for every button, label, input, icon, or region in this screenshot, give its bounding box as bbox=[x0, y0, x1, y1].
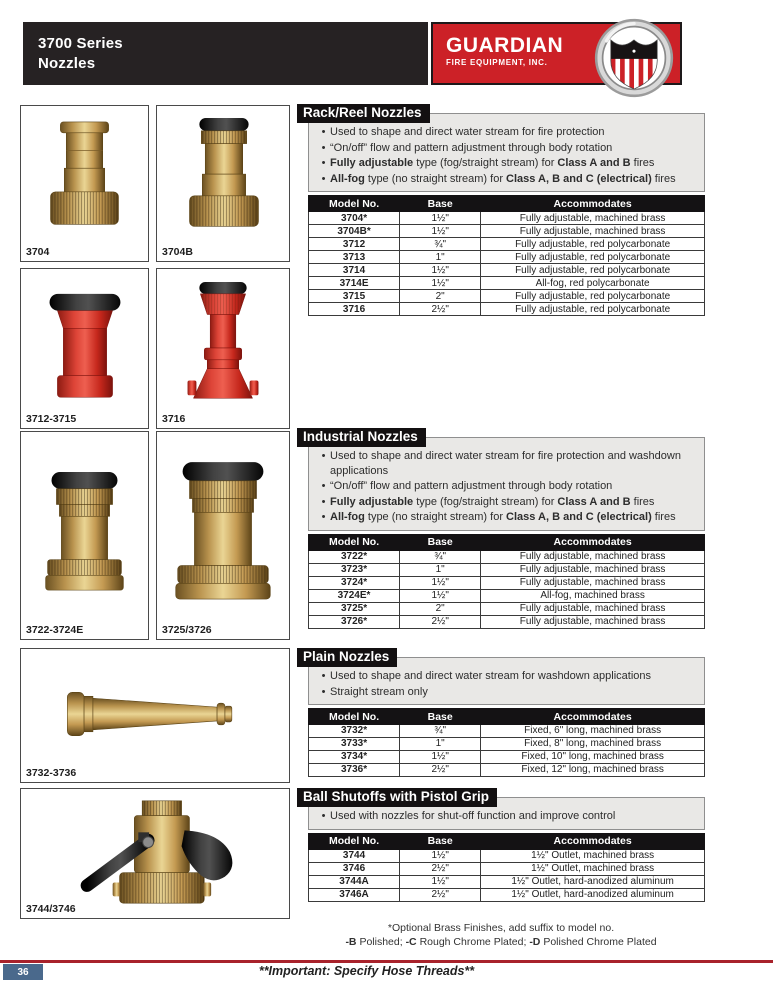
column-header: Base bbox=[400, 534, 481, 550]
cell-model-no: 3734* bbox=[309, 751, 400, 764]
cell-model-no: 3725* bbox=[309, 602, 400, 615]
table-row bbox=[309, 264, 705, 277]
spec-table bbox=[308, 833, 705, 902]
hose-threads-notice: **Important: Specify Hose Threads** bbox=[258, 964, 475, 978]
cell-accommodates: Fully adjustable, machined brass bbox=[481, 576, 705, 589]
table-row bbox=[309, 738, 705, 751]
bullet-item: • Used to shape and direct water stream for washdown applications bbox=[317, 669, 698, 684]
cell-base: 2½" bbox=[400, 303, 481, 316]
product-caption: 3704B bbox=[162, 246, 193, 258]
cell-accommodates: Fully adjustable, red polycarbonate bbox=[481, 251, 705, 264]
product-photo-3716 bbox=[156, 268, 290, 429]
cell-accommodates: Fully adjustable, machined brass bbox=[481, 563, 705, 576]
column-header: Accommodates bbox=[481, 709, 705, 725]
cell-base: ¾" bbox=[400, 238, 481, 251]
brand-subtitle: FIRE EQUIPMENT, INC. bbox=[446, 58, 548, 67]
table-header-row bbox=[309, 709, 705, 725]
bullet-marker: • bbox=[321, 511, 326, 524]
product-photo-3712-3715 bbox=[20, 268, 149, 429]
cell-accommodates: 1½" Outlet, hard-anodized aluminum bbox=[481, 875, 705, 888]
cell-base: ¾" bbox=[400, 550, 481, 563]
cell-accommodates: Fully adjustable, machined brass bbox=[481, 225, 705, 238]
cell-model-no: 3744 bbox=[309, 849, 400, 862]
brand-panel bbox=[431, 22, 682, 85]
cell-base: 1½" bbox=[400, 212, 481, 225]
bullet-item: • All-fog type (no straight stream) for Class A, B and C (electrical) fires bbox=[317, 510, 698, 525]
cell-base: 1" bbox=[400, 738, 481, 751]
cell-base: 1½" bbox=[400, 225, 481, 238]
product-photo-3704B bbox=[156, 105, 290, 262]
section-rack-reel-nozzles bbox=[297, 104, 705, 316]
cell-model-no: 3722* bbox=[309, 550, 400, 563]
nozzle-illustration bbox=[21, 269, 148, 428]
spec-table bbox=[308, 708, 705, 777]
section-description-panel bbox=[308, 113, 705, 192]
cell-model-no: 3726* bbox=[309, 615, 400, 628]
cell-model-no: 3724E* bbox=[309, 589, 400, 602]
bullet-item: • Used with nozzles for shut-off function and improve control bbox=[317, 809, 698, 824]
table-row bbox=[309, 238, 705, 251]
cell-model-no: 3713 bbox=[309, 251, 400, 264]
nozzle-illustration bbox=[21, 106, 148, 261]
bullet-item: • Fully adjustable type (fog/straight stream) for Class A and B fires bbox=[317, 156, 698, 171]
product-caption: 3704 bbox=[26, 246, 50, 258]
cell-model-no: 3724* bbox=[309, 576, 400, 589]
nozzle-illustration bbox=[157, 432, 289, 639]
table-header-row bbox=[309, 196, 705, 212]
cell-accommodates: Fully adjustable, machined brass bbox=[481, 602, 705, 615]
cell-accommodates: Fully adjustable, machined brass bbox=[481, 615, 705, 628]
spec-table bbox=[308, 195, 705, 316]
table-row bbox=[309, 303, 705, 316]
column-header: Model No. bbox=[309, 709, 400, 725]
bullet-marker: • bbox=[321, 450, 326, 463]
bullet-marker: • bbox=[321, 670, 326, 683]
footnote-line1: *Optional Brass Finishes, add suffix to model no. bbox=[387, 922, 615, 934]
product-caption: 3722-3724E bbox=[26, 624, 84, 636]
cell-model-no: 3715 bbox=[309, 290, 400, 303]
brand-text bbox=[446, 35, 563, 67]
cell-accommodates: Fully adjustable, machined brass bbox=[481, 550, 705, 563]
bullet-item: • Used to shape and direct water stream for fire protection and washdown applications bbox=[317, 449, 698, 478]
cell-model-no: 3733* bbox=[309, 738, 400, 751]
bullet-item: • Fully adjustable type (fog/straight stream) for Class A and B fires bbox=[317, 495, 698, 510]
cell-model-no: 3714 bbox=[309, 264, 400, 277]
cell-model-no: 3704B* bbox=[309, 225, 400, 238]
product-photo-3704 bbox=[20, 105, 149, 262]
cell-model-no: 3746A bbox=[309, 888, 400, 901]
cell-accommodates: Fixed, 10" long, machined brass bbox=[481, 751, 705, 764]
cell-base: 2½" bbox=[400, 862, 481, 875]
table-row bbox=[309, 251, 705, 264]
cell-accommodates: Fixed, 6" long, machined brass bbox=[481, 725, 705, 738]
product-photo-3744-3746 bbox=[20, 788, 290, 919]
column-header: Base bbox=[400, 196, 481, 212]
cell-base: 2½" bbox=[400, 615, 481, 628]
cell-base: 1" bbox=[400, 563, 481, 576]
product-photo-3732-3736 bbox=[20, 648, 290, 783]
cell-base: 2" bbox=[400, 602, 481, 615]
bullet-marker: • bbox=[321, 157, 326, 170]
page-title-line1: 3700 Series bbox=[38, 35, 123, 52]
bullet-marker: • bbox=[321, 172, 326, 185]
cell-base: 1½" bbox=[400, 264, 481, 277]
table-row bbox=[309, 290, 705, 303]
cell-base: ¾" bbox=[400, 725, 481, 738]
header-black-bar bbox=[23, 22, 428, 85]
table-row bbox=[309, 277, 705, 290]
column-header: Accommodates bbox=[481, 534, 705, 550]
section-ball-shutoffs bbox=[297, 788, 705, 902]
cell-model-no: 3723* bbox=[309, 563, 400, 576]
cell-accommodates: 1½" Outlet, hard-anodized aluminum bbox=[481, 888, 705, 901]
cell-base: 2" bbox=[400, 290, 481, 303]
bullet-marker: • bbox=[321, 685, 326, 698]
table-row bbox=[309, 764, 705, 777]
nozzle-illustration bbox=[157, 106, 289, 261]
product-caption: 3725/3726 bbox=[162, 624, 212, 636]
ball-shutoff-illustration bbox=[21, 789, 289, 918]
cell-accommodates: 1½" Outlet, machined brass bbox=[481, 849, 705, 862]
table-row bbox=[309, 212, 705, 225]
page-number-badge: 36 bbox=[3, 964, 43, 980]
column-header: Accommodates bbox=[481, 833, 705, 849]
product-caption: 3712-3715 bbox=[26, 413, 77, 425]
cell-model-no: 3704* bbox=[309, 212, 400, 225]
section-title: Rack/Reel Nozzles bbox=[297, 104, 430, 123]
table-header-row bbox=[309, 534, 705, 550]
guardian-shield-logo-icon bbox=[591, 15, 677, 101]
product-photo-3725-3726 bbox=[156, 431, 290, 640]
cell-accommodates: Fixed, 8" long, machined brass bbox=[481, 738, 705, 751]
nozzle-illustration bbox=[157, 269, 289, 428]
table-row bbox=[309, 849, 705, 862]
cell-base: 1½" bbox=[400, 875, 481, 888]
bullet-item: • All-fog type (no straight stream) for Class A, B and C (electrical) fires bbox=[317, 172, 698, 187]
table-row bbox=[309, 862, 705, 875]
footnote-line2: -B Polished; -C Rough Chrome Plated; -D Polished Chrome Plated bbox=[345, 936, 657, 949]
table-row bbox=[309, 563, 705, 576]
table-row bbox=[309, 875, 705, 888]
cell-accommodates: Fully adjustable, machined brass bbox=[481, 212, 705, 225]
table-header-row bbox=[309, 833, 705, 849]
cell-base: 2½" bbox=[400, 764, 481, 777]
cell-accommodates: Fixed, 12" long, machined brass bbox=[481, 764, 705, 777]
cell-base: 1½" bbox=[400, 849, 481, 862]
brass-finish-footnote bbox=[297, 921, 705, 949]
table-row bbox=[309, 615, 705, 628]
bullet-item: • Straight stream only bbox=[317, 685, 698, 700]
cell-model-no: 3744A bbox=[309, 875, 400, 888]
cell-accommodates: Fully adjustable, red polycarbonate bbox=[481, 290, 705, 303]
bullet-item: • “On/off” flow and pattern adjustment through body rotation bbox=[317, 141, 698, 156]
bullet-item: • “On/off” flow and pattern adjustment through body rotation bbox=[317, 479, 698, 494]
bullet-marker: • bbox=[321, 141, 326, 154]
table-row bbox=[309, 888, 705, 901]
spec-table bbox=[308, 534, 705, 629]
product-photo-3722-3724E bbox=[20, 431, 149, 640]
cell-base: 1½" bbox=[400, 576, 481, 589]
bullet-marker: • bbox=[321, 480, 326, 493]
cell-base: 1½" bbox=[400, 751, 481, 764]
bullet-marker: • bbox=[321, 810, 326, 823]
column-header: Model No. bbox=[309, 534, 400, 550]
section-description-panel bbox=[308, 437, 705, 531]
cell-accommodates: Fully adjustable, red polycarbonate bbox=[481, 264, 705, 277]
brand-name: GUARDIAN bbox=[446, 34, 564, 57]
nozzle-illustration bbox=[21, 649, 289, 782]
cell-accommodates: Fully adjustable, red polycarbonate bbox=[481, 303, 705, 316]
table-row bbox=[309, 550, 705, 563]
bullet-item: • Used to shape and direct water stream for fire protection bbox=[317, 125, 698, 140]
column-header: Base bbox=[400, 709, 481, 725]
section-plain-nozzles bbox=[297, 648, 705, 777]
table-row bbox=[309, 751, 705, 764]
cell-model-no: 3746 bbox=[309, 862, 400, 875]
table-row bbox=[309, 576, 705, 589]
column-header: Model No. bbox=[309, 196, 400, 212]
column-header: Model No. bbox=[309, 833, 400, 849]
table-row bbox=[309, 589, 705, 602]
column-header: Accommodates bbox=[481, 196, 705, 212]
cell-base: 1½" bbox=[400, 277, 481, 290]
section-title: Plain Nozzles bbox=[297, 648, 397, 667]
cell-accommodates: All-fog, machined brass bbox=[481, 589, 705, 602]
footer-divider-line bbox=[0, 960, 773, 963]
cell-model-no: 3712 bbox=[309, 238, 400, 251]
column-header: Base bbox=[400, 833, 481, 849]
product-caption: 3716 bbox=[162, 413, 186, 425]
bullet-marker: • bbox=[321, 495, 326, 508]
table-row bbox=[309, 602, 705, 615]
cell-accommodates: Fully adjustable, red polycarbonate bbox=[481, 238, 705, 251]
cell-accommodates: 1½" Outlet, machined brass bbox=[481, 862, 705, 875]
nozzle-illustration bbox=[21, 432, 148, 639]
cell-accommodates: All-fog, red polycarbonate bbox=[481, 277, 705, 290]
cell-model-no: 3732* bbox=[309, 725, 400, 738]
bullet-marker: • bbox=[321, 126, 326, 139]
section-title: Industrial Nozzles bbox=[297, 428, 426, 447]
page-title-line2: Nozzles bbox=[38, 54, 96, 72]
cell-model-no: 3714E bbox=[309, 277, 400, 290]
section-industrial-nozzles bbox=[297, 428, 705, 629]
cell-model-no: 3736* bbox=[309, 764, 400, 777]
product-caption: 3732-3736 bbox=[26, 767, 77, 779]
table-row bbox=[309, 225, 705, 238]
table-row bbox=[309, 725, 705, 738]
product-caption: 3744/3746 bbox=[26, 903, 76, 915]
cell-base: 1½" bbox=[400, 589, 481, 602]
cell-base: 1" bbox=[400, 251, 481, 264]
cell-model-no: 3716 bbox=[309, 303, 400, 316]
section-title: Ball Shutoffs with Pistol Grip bbox=[297, 788, 497, 807]
cell-base: 2½" bbox=[400, 888, 481, 901]
